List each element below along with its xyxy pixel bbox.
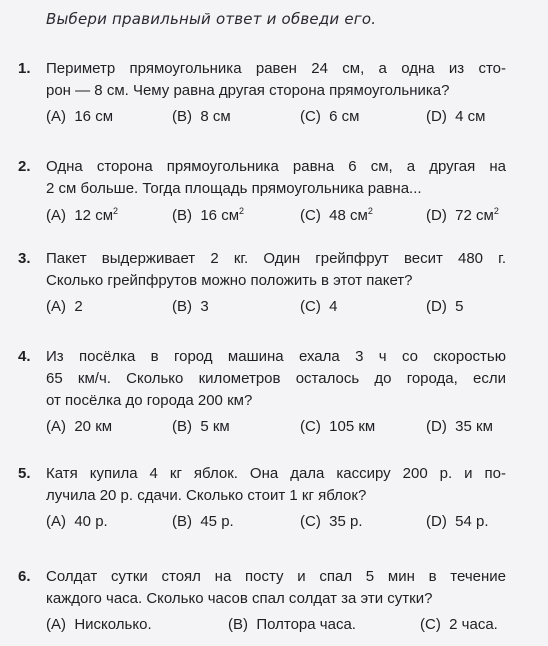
answer-option-c[interactable] bbox=[300, 108, 360, 125]
answer-options bbox=[0, 513, 548, 535]
option-label: (A) bbox=[46, 418, 66, 435]
option-label: (A) bbox=[46, 298, 66, 315]
option-label: (C) bbox=[420, 616, 441, 633]
question-line: лучила 20 р. сдачи. Сколько стоит 1 кг яблок? bbox=[46, 487, 367, 504]
question-line: Катя купила 4 кг яблок. Она дала кассиру 200 р. и по- bbox=[46, 465, 506, 482]
answer-option-b[interactable] bbox=[172, 298, 209, 315]
answer-option-d[interactable] bbox=[426, 206, 499, 224]
task-number: 1. bbox=[18, 60, 31, 77]
option-label: (B) bbox=[172, 207, 192, 224]
option-label: (C) bbox=[300, 108, 321, 125]
answer-option-d[interactable] bbox=[426, 298, 464, 315]
answer-option-c[interactable] bbox=[300, 513, 363, 530]
answer-option-a[interactable] bbox=[46, 513, 108, 530]
option-text: 4 см bbox=[455, 108, 486, 125]
option-text: 40 р. bbox=[74, 513, 108, 530]
answer-option-c[interactable] bbox=[300, 298, 338, 315]
question-line: Пакет выдерживает 2 кг. Один грейпфрут весит 480 г. bbox=[46, 250, 506, 267]
question-line: от посёлка до города 200 км? bbox=[46, 392, 253, 409]
option-label: (A) bbox=[46, 616, 66, 633]
option-label: (D) bbox=[426, 298, 447, 315]
option-text: 2 bbox=[74, 298, 83, 315]
answer-options bbox=[0, 206, 548, 228]
option-text: 5 км bbox=[200, 418, 230, 435]
answer-option-a[interactable] bbox=[46, 108, 113, 125]
option-text: 8 см bbox=[200, 108, 231, 125]
option-superscript: 2 bbox=[493, 206, 499, 216]
answer-option-d[interactable] bbox=[426, 513, 489, 530]
answer-option-d[interactable] bbox=[426, 108, 486, 125]
task-number: 6. bbox=[18, 568, 31, 585]
question-text bbox=[46, 463, 506, 507]
option-label: (B) bbox=[228, 616, 248, 633]
answer-option-b[interactable] bbox=[172, 513, 234, 530]
question-text bbox=[46, 346, 506, 412]
question-line: Периметр прямоугольника равен 24 см, а одна из сто- bbox=[46, 60, 506, 77]
option-label: (B) bbox=[172, 108, 192, 125]
option-label: (A) bbox=[46, 513, 66, 530]
answer-option-a[interactable] bbox=[46, 298, 83, 315]
answer-options bbox=[0, 418, 548, 440]
answer-option-b[interactable] bbox=[172, 418, 230, 435]
answer-options bbox=[0, 298, 548, 320]
answer-option-c[interactable] bbox=[300, 418, 375, 435]
answer-option-b[interactable] bbox=[172, 206, 244, 224]
question-text bbox=[46, 58, 506, 102]
option-text: 12 см bbox=[74, 207, 114, 224]
task-number: 5. bbox=[18, 465, 31, 482]
question-line: рон — 8 см. Чему равна другая сторона прямоугольника? bbox=[46, 82, 450, 99]
option-label: (B) bbox=[172, 298, 192, 315]
answer-option-d[interactable] bbox=[426, 418, 493, 435]
option-text: 20 км bbox=[74, 418, 113, 435]
instruction-text: Выбери правильный ответ и обведи его. bbox=[46, 10, 377, 28]
option-text: 45 р. bbox=[200, 513, 234, 530]
option-text: 54 р. bbox=[455, 513, 489, 530]
question-line: Солдат сутки стоял на посту и спал 5 мин в течение bbox=[46, 568, 506, 585]
question-line: 65 км/ч. Сколько километров осталось до города, если bbox=[46, 370, 506, 387]
option-text: 5 bbox=[455, 298, 464, 315]
option-label: (D) bbox=[426, 418, 447, 435]
option-text: 72 см bbox=[455, 207, 494, 224]
option-label: (C) bbox=[300, 418, 321, 435]
option-text: 105 км bbox=[329, 418, 376, 435]
option-text: 16 см bbox=[74, 108, 114, 125]
answer-options bbox=[0, 616, 548, 638]
option-text: Полтора часа. bbox=[256, 616, 356, 633]
option-text: 35 км bbox=[455, 418, 493, 435]
option-text: 3 bbox=[200, 298, 209, 315]
option-label: (C) bbox=[300, 298, 321, 315]
option-text: 16 см bbox=[200, 207, 240, 224]
answer-options bbox=[0, 108, 548, 130]
option-text: 35 р. bbox=[329, 513, 363, 530]
answer-option-b[interactable] bbox=[228, 616, 356, 633]
option-label: (D) bbox=[426, 513, 447, 530]
option-label: (C) bbox=[300, 513, 321, 530]
question-text bbox=[46, 566, 506, 610]
question-text bbox=[46, 156, 506, 200]
task-number: 3. bbox=[18, 250, 31, 267]
question-line: 2 см больше. Тогда площадь прямоугольника равна... bbox=[46, 180, 422, 197]
option-superscript: 2 bbox=[113, 206, 119, 216]
answer-option-c[interactable] bbox=[300, 206, 373, 224]
option-label: (D) bbox=[426, 207, 447, 224]
option-label: (C) bbox=[300, 207, 321, 224]
answer-option-b[interactable] bbox=[172, 108, 231, 125]
option-superscript: 2 bbox=[239, 206, 245, 216]
option-text: 4 bbox=[329, 298, 338, 315]
option-superscript: 2 bbox=[367, 206, 373, 216]
answer-option-a[interactable] bbox=[46, 616, 152, 633]
question-line: каждого часа. Сколько часов спал солдат за эти сутки? bbox=[46, 590, 433, 607]
question-text bbox=[46, 248, 506, 292]
option-text: 6 см bbox=[329, 108, 360, 125]
option-label: (A) bbox=[46, 207, 66, 224]
answer-option-c[interactable] bbox=[420, 616, 498, 633]
question-line: Из посёлка в город машина ехала 3 ч со скоростью bbox=[46, 348, 506, 365]
option-label: (A) bbox=[46, 108, 66, 125]
question-line: Сколько грейпфрутов можно положить в этот пакет? bbox=[46, 272, 413, 289]
answer-option-a[interactable] bbox=[46, 418, 112, 435]
option-text: 48 см bbox=[329, 207, 368, 224]
option-label: (D) bbox=[426, 108, 447, 125]
option-label: (B) bbox=[172, 513, 192, 530]
option-text: Нисколько. bbox=[74, 616, 152, 633]
answer-option-a[interactable] bbox=[46, 206, 118, 224]
question-line: Одна сторона прямоугольника равна 6 см, а другая на bbox=[46, 158, 506, 175]
task-number: 2. bbox=[18, 158, 31, 175]
option-text: 2 часа. bbox=[449, 616, 498, 633]
option-label: (B) bbox=[172, 418, 192, 435]
task-number: 4. bbox=[18, 348, 31, 365]
